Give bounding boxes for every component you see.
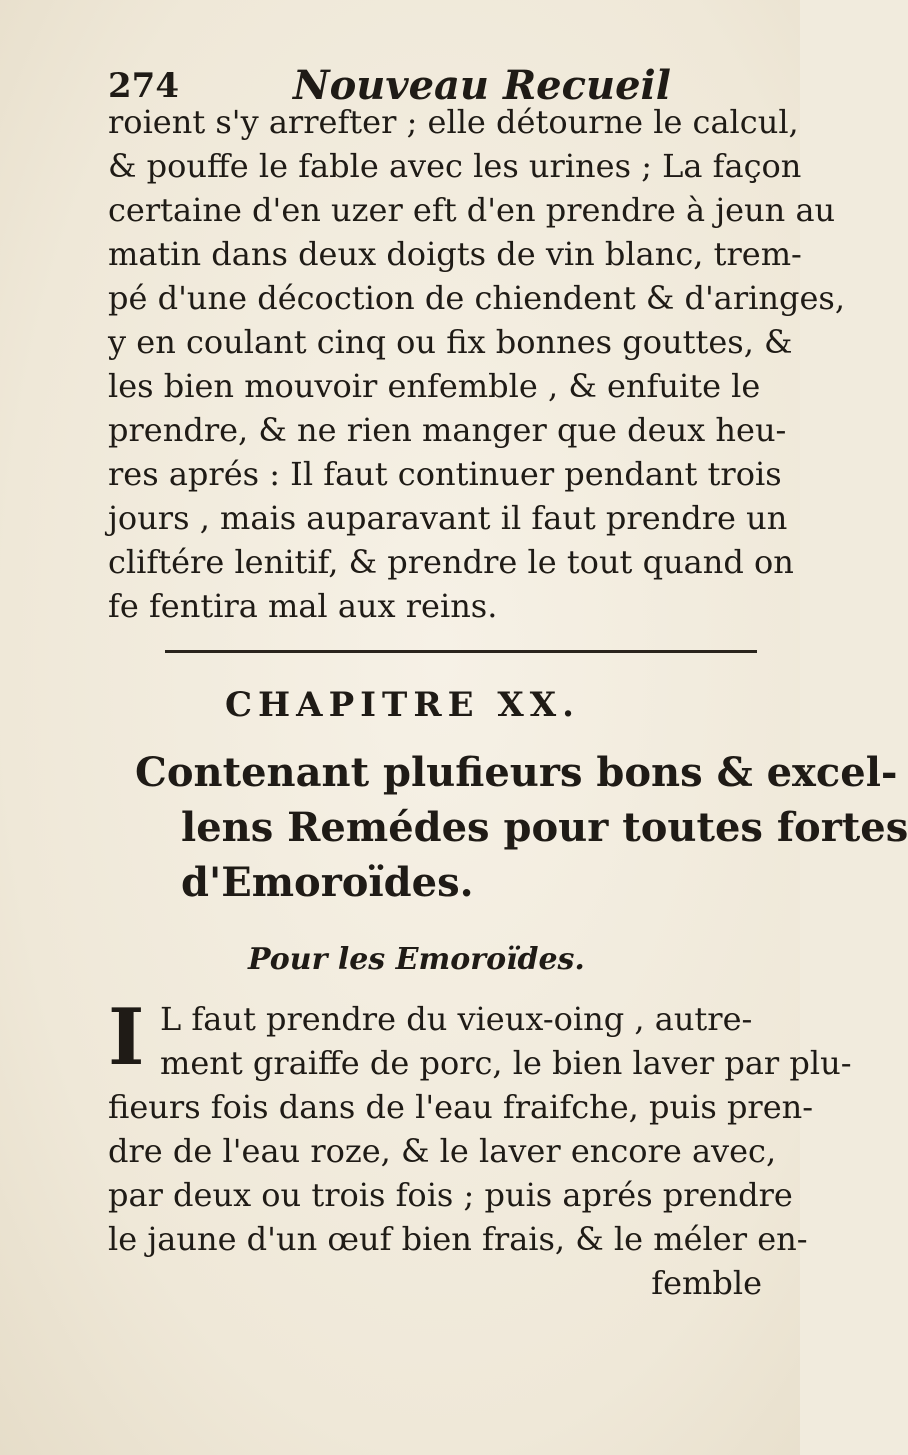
section-title: Pour les Emoroïdes. (248, 942, 585, 977)
subtitle-line: d'Emoroïdes. (181, 859, 474, 906)
text-line: fieurs fois dans de l'eau fraifche, puis pren- (108, 1088, 814, 1126)
text-line: jours , mais auparavant il faut prendre un (108, 499, 788, 537)
text-line: & pouffe le fable avec les urines ; La façon (108, 147, 802, 185)
text-line: y en coulant cinq ou fix bonnes gouttes, & (108, 323, 793, 361)
catchword: femble (651, 1264, 762, 1302)
text-line: certaine d'en uzer eft d'en prendre à jeun au (108, 191, 836, 229)
text-line: res aprés : Il faut continuer pendant trois (108, 455, 782, 493)
text-line: les bien mouvoir enfemble , & enfuite le (108, 367, 761, 405)
text-line: fe fentira mal aux reins. (108, 587, 498, 625)
subtitle-line: lens Remédes pour toutes fortes (181, 804, 908, 851)
text-line: le jaune d'un œuf bien frais, & le méler en- (108, 1220, 808, 1258)
text-line: L faut prendre du vieux-oing , autre- (160, 1000, 753, 1038)
page-number: 274 (108, 66, 179, 106)
text-line: matin dans deux doigts de vin blanc, trem- (108, 235, 802, 273)
text-line: roient s'y arrefter ; elle détourne le calcul, (108, 103, 799, 141)
section-body (108, 992, 852, 1305)
chapter-title: CHAPITRE XX. (225, 685, 580, 725)
subtitle-line: Contenant plufieurs bons & excel- (135, 749, 898, 796)
drop-cap: I (108, 992, 145, 1083)
text-line: prendre, & ne rien manger que deux heu- (108, 411, 787, 449)
running-title: Nouveau Recueil (293, 62, 671, 109)
horizontal-rule (165, 650, 757, 653)
chapter-subtitle (135, 745, 908, 910)
text-line: par deux ou trois fois ; puis aprés prendre (108, 1176, 793, 1214)
text-line: ment graiffe de porc, le bien laver par plu- (160, 1044, 852, 1082)
text-line: dre de l'eau roze, & le laver encore avec, (108, 1132, 777, 1170)
text-line: pé d'une décoction de chiendent & d'aringes, (108, 279, 846, 317)
body-text (108, 100, 846, 628)
text-line: cliftére lenitif, & prendre le tout quand on (108, 543, 794, 581)
